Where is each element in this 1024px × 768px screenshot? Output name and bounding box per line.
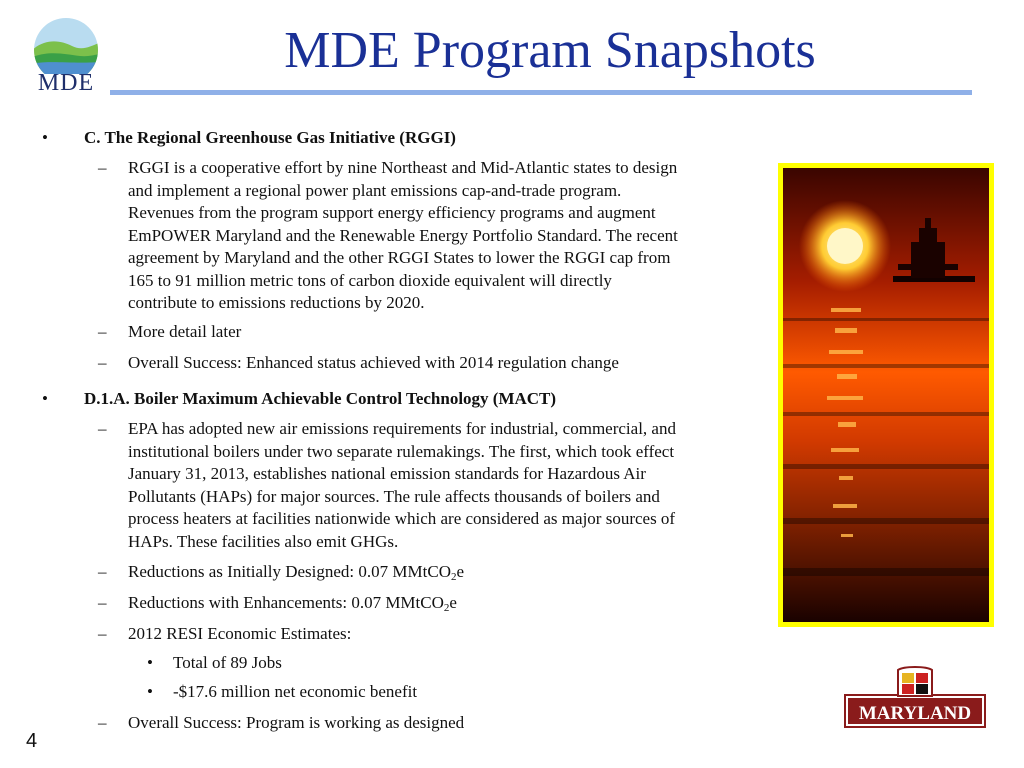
text-line: and implement a regional power plant emissions cap-and-trade program.	[128, 180, 622, 200]
maryland-logo-graphic	[844, 666, 986, 730]
text-line: EmPOWER Maryland and the Renewable Energy Portfolio Standard. The recent	[128, 225, 678, 245]
mde-logo-graphic	[30, 14, 102, 74]
maryland-logo-text: MARYLAND	[858, 703, 972, 724]
page-title: MDE Program Snapshots	[284, 22, 816, 79]
text-line: January 31, 2013, establishes national emission standards for Hazardous Air	[128, 464, 646, 483]
text-line: 165 to 91 million metric tons of carbon dioxide equivalent will directly	[128, 270, 612, 290]
rggi-more-detail: – More detail later	[98, 322, 242, 341]
text-line: HAPs. These facilities also emit GHGs.	[128, 531, 399, 551]
text-line: Pollutants (HAPs) for major sources. The rule affects thousands of boilers and	[128, 486, 660, 506]
text-line: EPA has adopted new air emissions requirements for industrial, commercial, and	[128, 419, 676, 438]
sunset-lighthouse-photo	[778, 163, 994, 627]
section-heading-rggi: • C. The Regional Greenhouse Gas Initiative (RGGI)	[42, 128, 456, 147]
maryland-logo	[844, 666, 986, 730]
resi-net-benefit: • -$17.6 million net economic benefit	[147, 682, 418, 701]
mde-logo-text: MDE	[37, 70, 95, 96]
boiler-overall-success: – Overall Success: Program is working as designed	[98, 713, 465, 732]
text-line: Revenues from the program support energy efficiency programs and augment	[128, 203, 656, 222]
mde-logo	[30, 14, 102, 94]
rggi-description: – RGGI is a cooperative effort by nine Northeast and Mid-Atlantic states to design and implement a regional power plant emissions cap-and-trade program. Revenues from the program support energy efficiency programs and augment EmPOWER Maryland and the Renewable Energy Portfolio Standard. The recent agreement by Maryland and the other RGGI States to lower the RGGI cap from 165 to 91 million metric tons of carbon dioxide equivalent will directly contribute to emissions reductions by 2020.	[128, 157, 748, 315]
text-line: RGGI is a cooperative effort by nine Northeast and Mid-Atlantic states to design	[128, 158, 678, 177]
resi-economic-estimates: – 2012 RESI Economic Estimates:	[98, 624, 352, 643]
sunset-lighthouse-image	[783, 168, 989, 622]
reductions-initial: – Reductions as Initially Designed: 0.07 MMtCO$_2$e	[98, 562, 465, 583]
text-line: process heaters at facilities nationwide which are considered as major sources of	[128, 509, 676, 528]
resi-jobs: • Total of 89 Jobs	[147, 653, 282, 672]
rggi-overall-success: – Overall Success: Enhanced status achieved with 2014 regulation change	[98, 353, 619, 372]
section-heading-boiler-mact: • D.1.A. Boiler Maximum Achievable Control Technology (MACT)	[42, 389, 557, 408]
reductions-enhancements: – Reductions with Enhancements: 0.07 MMtCO$_2$e	[98, 593, 457, 614]
boiler-mact-description: – EPA has adopted new air emissions requirements for industrial, commercial, and institutional boilers under two separate rulemakings. The first, which took effect January 31, 2013, establishes national emission standards for Hazardous Air Pollutants (HAPs) for major sources. The rule affects thousands of boilers and process heaters at facilities nationwide which are considered as major sources of HAPs. These facilities also emit GHGs.	[128, 418, 748, 553]
page-number: 4	[26, 730, 38, 752]
text-line: institutional boilers under two separate rulemakings. The first, which took effect	[128, 441, 675, 461]
text-line: agreement by Maryland and the other RGGI States to lower the RGGI cap from	[128, 248, 671, 267]
text-line: contribute to emissions reductions by 2020.	[128, 293, 425, 312]
title-divider	[110, 90, 972, 95]
